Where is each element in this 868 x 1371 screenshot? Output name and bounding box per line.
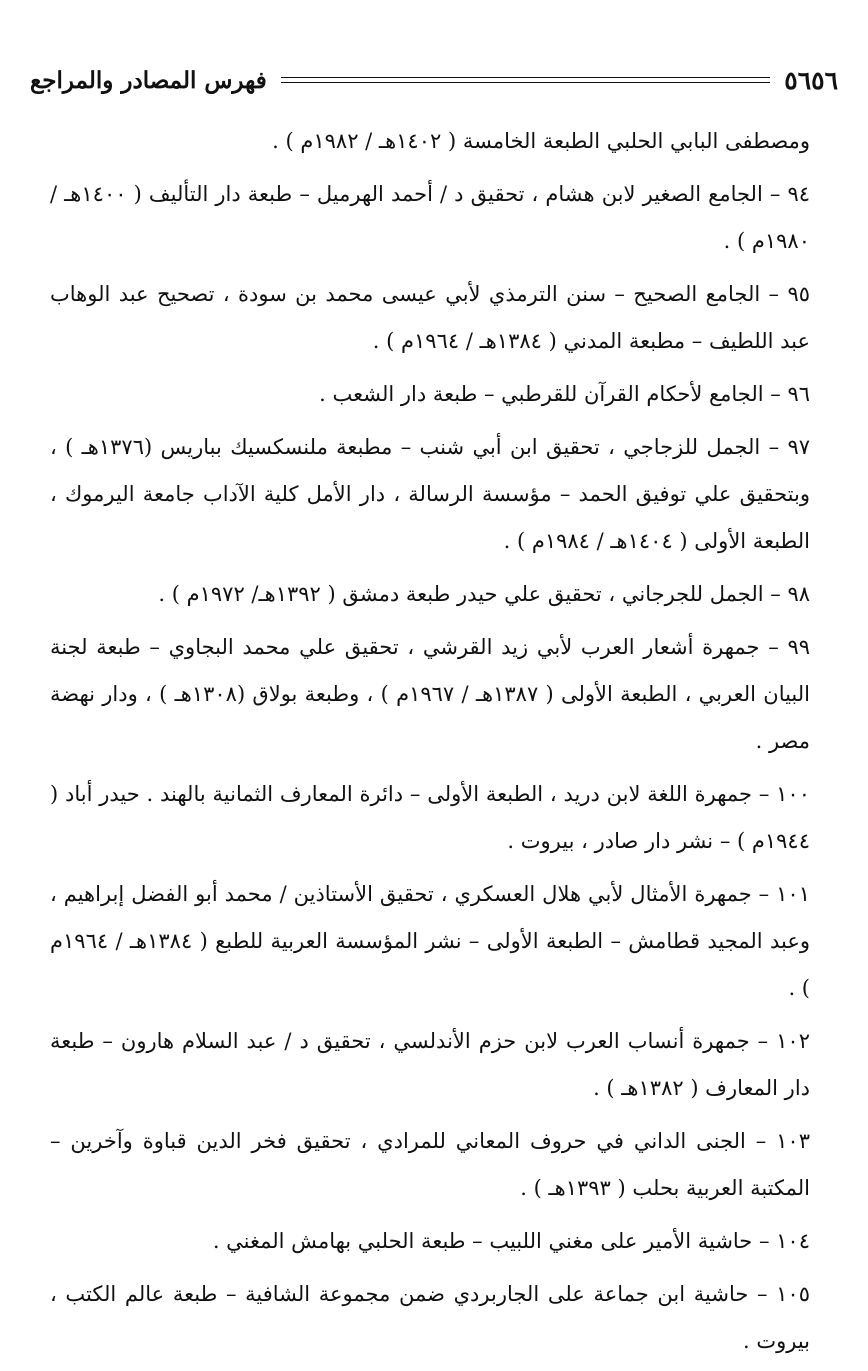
bibliography-entry-101: ١٠١ – جمهرة الأمثال لأبي هلال العسكري ، تحقيق الأستاذين / محمد أبو الفضل إبراهيم ، وعبد المجيد قطامش – الطبعة الأولى – نشر المؤسسة العربية للطبع ( ١٣٨٤هـ / ١٩٦٤م ) . (50, 882, 810, 1000)
bibliography-entry-105: ١٠٥ – حاشية ابن جماعة على الجاربردي ضمن مجموعة الشافية – طبعة عالم الكتب ، بيروت . (50, 1282, 810, 1353)
bibliography-list (50, 118, 810, 1371)
bibliography-entry-98: ٩٨ – الجمل للجرجاني ، تحقيق علي حيدر طبعة دمشق ( ١٣٩٢هـ/ ١٩٧٢م ) . (158, 582, 810, 606)
bibliography-entry-95: ٩٥ – الجامع الصحيح – سنن الترمذي لأبي عيسى محمد بن سودة ، تصحيح عبد الوهاب عبد اللطيف – مطبعة المدني ( ١٣٨٤هـ / ١٩٦٤م ) . (50, 282, 810, 353)
page-header (30, 60, 838, 100)
bibliography-entry-96: ٩٦ – الجامع لأحكام القرآن للقرطبي – طبعة دار الشعب . (319, 382, 810, 406)
header-double-rule (281, 77, 771, 83)
bibliography-entry-102: ١٠٢ – جمهرة أنساب العرب لابن حزم الأندلسي ، تحقيق د / عبد السلام هارون – طبعة دار المعارف ( ١٣٨٢هـ ) . (50, 1029, 810, 1100)
bibliography-entry-104: ١٠٤ – حاشية الأمير على مغني اللبيب – طبعة الحلبي بهامش المغني . (212, 1229, 810, 1253)
page-number: ٥٦٥٦ (784, 65, 838, 95)
bibliography-entry-99: ٩٩ – جمهرة أشعار العرب لأبي زيد القرشي ، تحقيق علي محمد البجاوي – طبعة لجنة البيان العربي ، الطبعة الأولى ( ١٣٨٧هـ / ١٩٦٧م ) ، وطبعة بولاق (١٣٠٨هـ ) ، ودار نهضة مصر . (50, 635, 810, 753)
bibliography-entry-97: ٩٧ – الجمل للزجاجي ، تحقيق ابن أبي شنب – مطبعة ملنسكسيك بباريس (١٣٧٦هـ ) ، وبتحقيق علي توفيق الحمد – مؤسسة الرسالة ، دار الأمل كلية الآداب جامعة اليرموك ، الطبعة الأولى ( ١٤٠٤هـ / ١٩٨٤م ) . (50, 435, 810, 553)
bibliography-entry-continuation: ومصطفى البابي الحلبي الطبعة الخامسة ( ١٤٠٢هـ / ١٩٨٢م ) . (272, 129, 810, 153)
bibliography-entry-94: ٩٤ – الجامع الصغير لابن هشام ، تحقيق د / أحمد الهرميل – طبعة دار التأليف ( ١٤٠٠هـ / ١٩٨٠م ) . (50, 182, 810, 253)
bibliography-entry-103: ١٠٣ – الجنى الداني في حروف المعاني للمرادي ، تحقيق فخر الدين قباوة وآخرين – المكتبة العربية بحلب ( ١٣٩٣هـ ) . (50, 1129, 810, 1200)
running-title: فهرس المصادر والمراجع (30, 66, 267, 94)
bibliography-entry-100: ١٠٠ – جمهرة اللغة لابن دريد ، الطبعة الأولى – دائرة المعارف الثمانية بالهند . حيدر أباد ( ١٩٤٤م ) – نشر دار صادر ، بيروت . (50, 782, 810, 853)
